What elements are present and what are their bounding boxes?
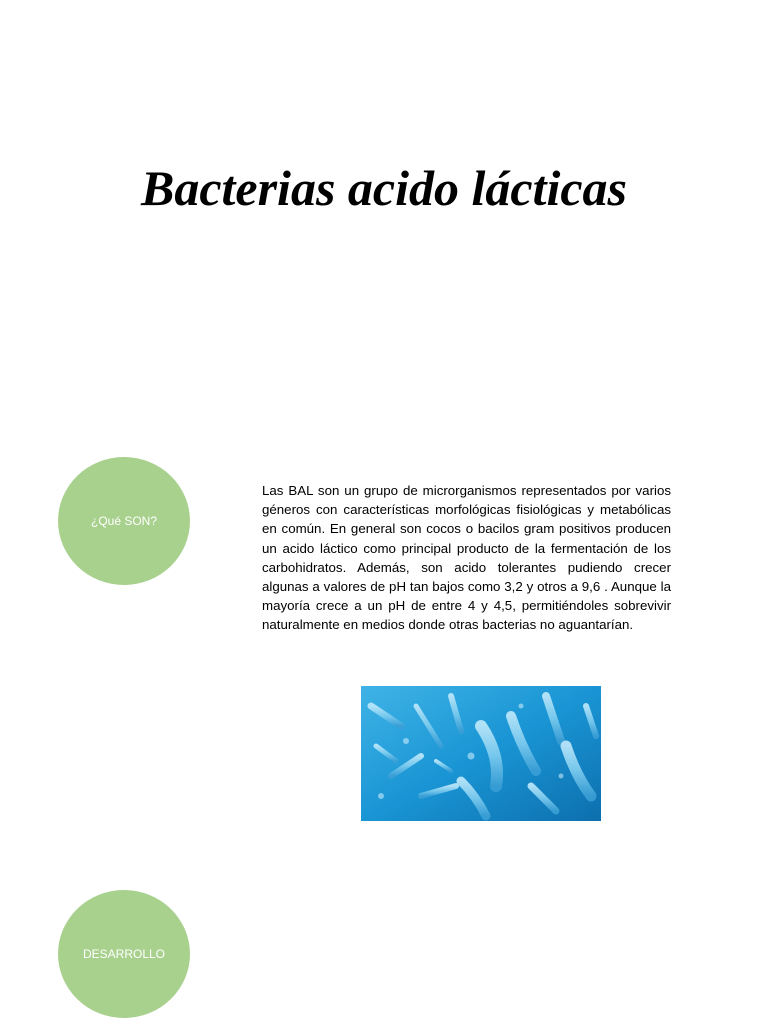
section-circle-que-son (58, 457, 190, 585)
bacteria-microscope-image (361, 686, 601, 821)
section-circle-label: ¿Qué SON? (90, 514, 158, 528)
definition-paragraph: Las BAL son un grupo de microrganismos representados por varios géneros con características morfológicas fisiológicas y metabólicas en común. En general son cocos o bacilos gram positivos producen un acido láctico como principal producto de la fermentación de los carbohidratos. Además, son acido tolerantes pudiendo crecer algunas a valores de pH tan bajos como 3,2 y otros a 9,6 . Aunque la mayoría crece a un pH de entre 4 y 4,5, permitiéndoles sobrevivir naturalmente en medios donde otras bacterias no aguantarían. (262, 483, 671, 633)
page-title: Bacterias acido lácticas (140, 160, 628, 216)
section-circle-desarrollo (58, 890, 190, 1018)
section-circle-label: DESARROLLO (82, 947, 166, 961)
